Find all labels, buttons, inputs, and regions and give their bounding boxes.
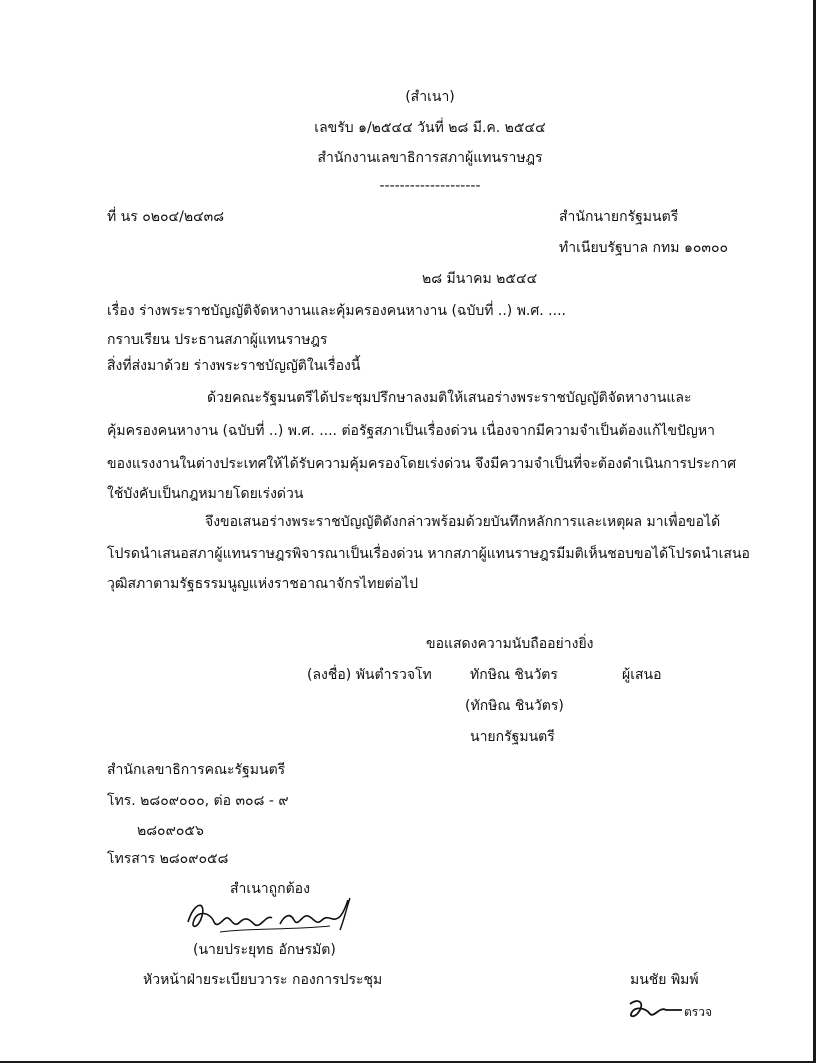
- signer-role: ผู้เสนอ: [622, 667, 662, 683]
- header-divider: --------------------: [379, 178, 481, 194]
- typist-note: มนชัย พิมพ์: [630, 972, 699, 988]
- receiving-office: สำนักงานเลขาธิการสภาผู้แทนราษฎร: [317, 150, 543, 166]
- reference-number: ที่ นร ๐๒๐๔/๒๔๓๘: [107, 209, 225, 225]
- body-p2-line2: โปรดนำเสนอสภาผู้แทนราษฎรพิจารณาเป็นเรื่องด่วน หากสภาผู้แทนราษฎรมีมติเห็นชอบขอได้โปรดนำเสนอ: [107, 546, 750, 562]
- body-p1-line2: คุ้มครองคนหางาน (ฉบับที่ ..) พ.ศ. .... ต่อรัฐสภาเป็นเรื่องด่วน เนื่องจากมีความจำเป็นต้องแก้ไขปัญหา: [107, 423, 715, 439]
- footer-telephone: โทร. ๒๘๐๙๐๐๐, ต่อ ๓๐๘ - ๙: [107, 793, 289, 809]
- body-p1-line3: ของแรงงานในต่างประเทศให้ได้รับความคุ้มครองโดยเร่งด่วน จึงมีความจำเป็นที่จะต้องดำเนินการประกาศ: [107, 456, 737, 472]
- body-p2-line3: วุฒิสภาตามรัฐธรรมนูญแห่งราชอาณาจักรไทยต่อไป: [107, 576, 419, 592]
- subject-line: เรื่อง ร่างพระราชบัญญัติจัดหางานและคุ้มครองคนหางาน (ฉบับที่ ..) พ.ศ. ....: [107, 303, 566, 319]
- checker-initials-mark: [624, 996, 684, 1024]
- body-p1-line4: ใช้บังคับเป็นกฎหมายโดยเร่งด่วน: [107, 486, 304, 502]
- certifier-name: (นายประยุทธ อักษรมัต): [193, 942, 336, 958]
- salutation: กราบเรียน ประธานสภาผู้แทนราษฎร: [107, 332, 328, 348]
- handwritten-signature: [180, 892, 360, 938]
- footer-fax: โทรสาร ๒๘๐๙๐๕๘: [107, 851, 229, 867]
- body-p1-line1: ด้วยคณะรัฐมนตรีได้ประชุมปรึกษาลงมติให้เสนอร่างพระราชบัญญัติจัดหางานและ: [207, 390, 692, 406]
- checker-note: ตรวจ: [684, 1005, 713, 1019]
- sender-office: สำนักนายกรัฐมนตรี: [559, 209, 679, 225]
- footer-telephone-2: ๒๘๐๙๐๕๖: [137, 823, 204, 839]
- copy-mark: (สำเนา): [405, 89, 455, 105]
- enclosure-line: สิ่งที่ส่งมาด้วย ร่างพระราชบัญญัติในเรื่องนี้: [107, 358, 361, 374]
- body-p2-line1: จึงขอเสนอร่างพระราชบัญญัติดังกล่าวพร้อมด้วยบันทึกหลักการและเหตุผล มาเพื่อขอได้: [205, 514, 721, 530]
- signer-title: นายกรัฐมนตรี: [470, 729, 555, 745]
- certifier-position: หัวหน้าฝ่ายระเบียบวาระ กองการประชุม: [143, 972, 383, 988]
- footer-office: สำนักเลขาธิการคณะรัฐมนตรี: [107, 762, 286, 778]
- closing-regards: ขอแสดงความนับถืออย่างยิ่ง: [426, 636, 594, 652]
- signed-prefix: (ลงชื่อ) พันตำรวจโท: [307, 667, 432, 683]
- sender-address: ทำเนียบรัฐบาล กทม ๑๐๓๐๐: [559, 240, 729, 256]
- certified-copy-label: สำเนาถูกต้อง: [230, 881, 310, 897]
- receipt-number: เลขรับ ๑/๒๕๔๔ วันที่ ๒๘ มี.ค. ๒๕๔๔: [314, 120, 546, 136]
- signer-name-parenthetical: (ทักษิณ ชินวัตร): [465, 698, 564, 714]
- letter-date: ๒๘ มีนาคม ๒๕๔๔: [422, 271, 538, 287]
- signer-name: ทักษิณ ชินวัตร: [470, 667, 558, 683]
